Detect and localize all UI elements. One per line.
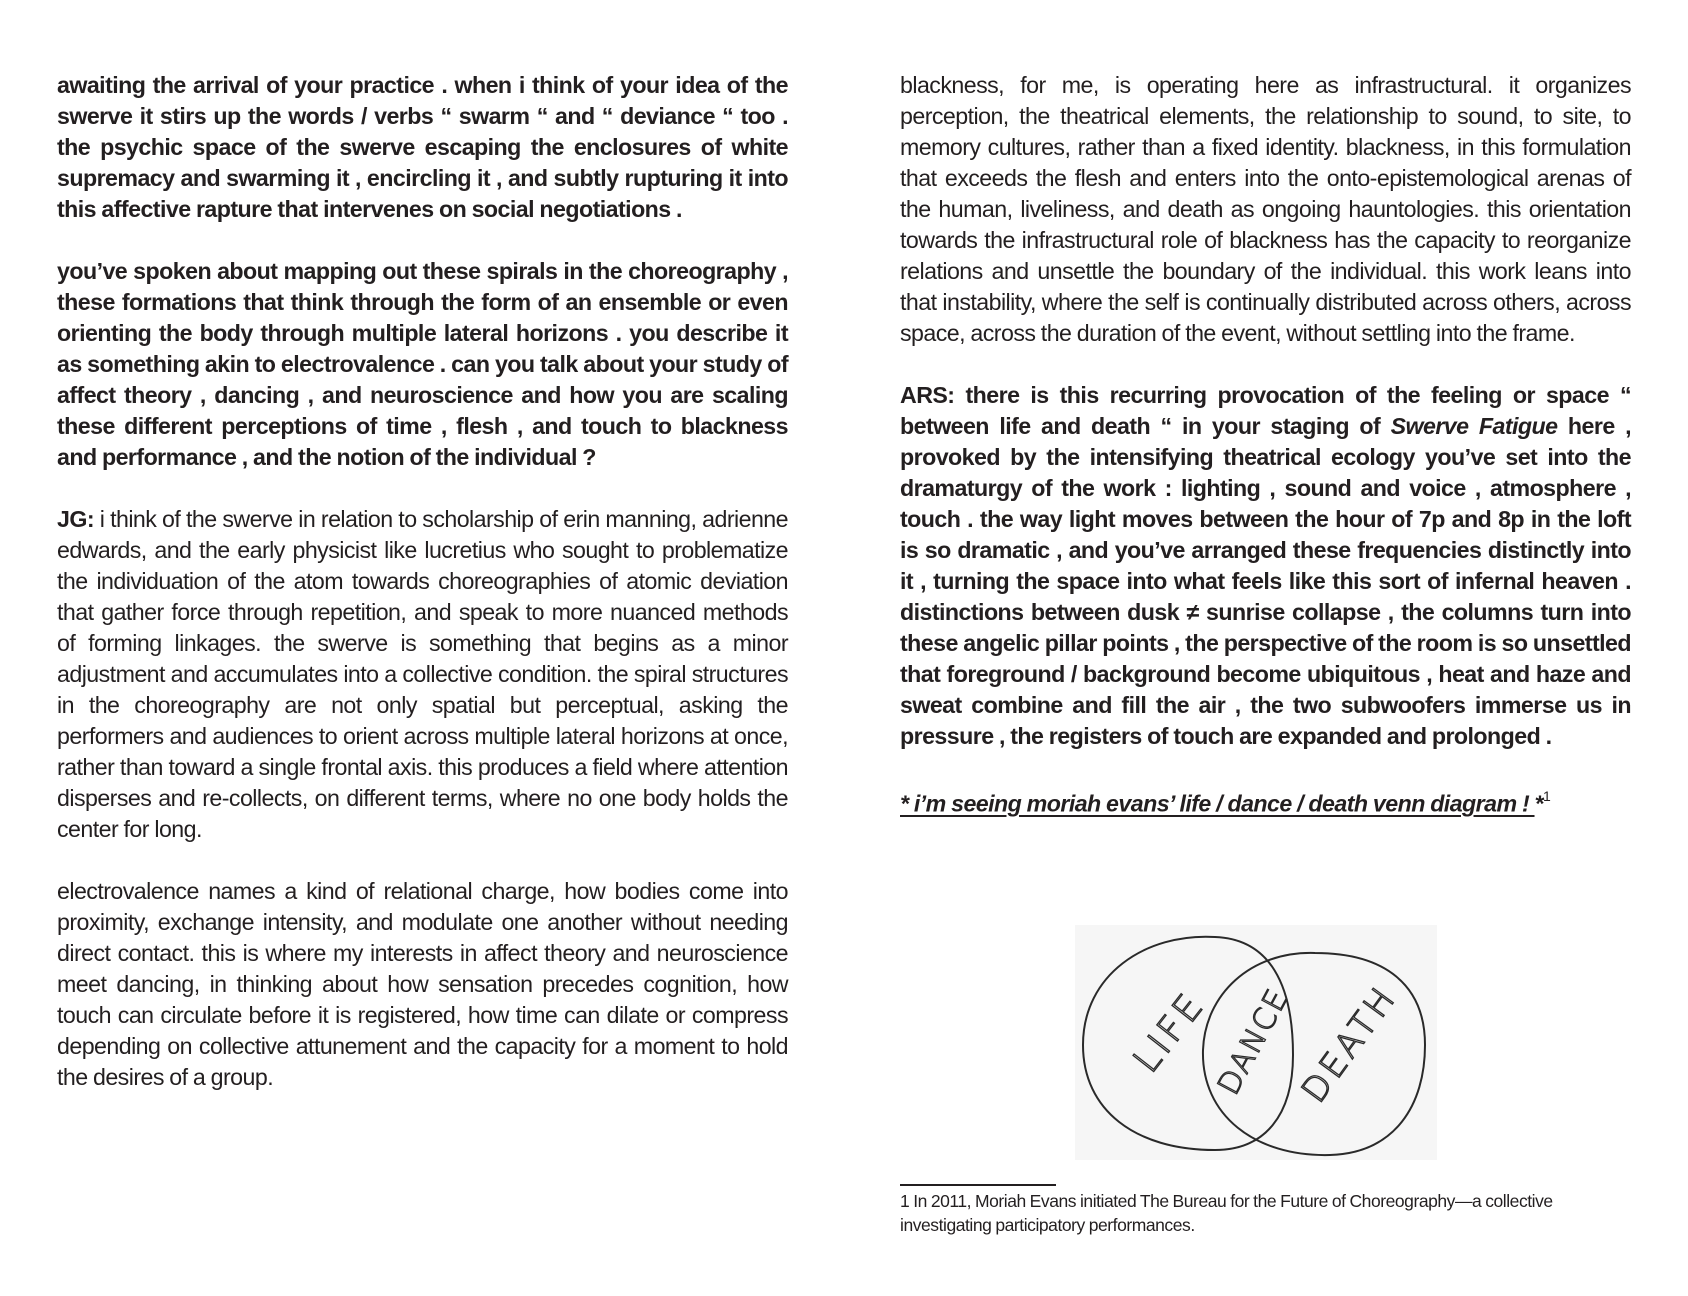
footnote-ref[interactable]: 1 xyxy=(1543,788,1551,804)
venn-label-dance: DANCE xyxy=(1211,982,1297,1101)
left-column xyxy=(57,70,788,1124)
speaker-label-ars: ARS: xyxy=(900,382,955,408)
question-text-before-title: there is this recurring provocation of the feeling or space “ between life and death “ in your staging of xyxy=(900,382,1631,439)
venn-diagram-image xyxy=(1075,925,1437,1160)
question-paragraph-ars xyxy=(900,380,1631,752)
footnote-number: 1 xyxy=(900,1191,910,1211)
work-title: Swerve Fatigue xyxy=(1390,413,1558,439)
question-paragraph-spirals: you’ve spoken about mapping out these spirals in the choreography , these formations that think through the form of an ensemble or even orienting the body through multiple lateral horizons . you describe it as something akin to electrovalence . can you talk about your study of affect theory , dancing , and neuroscience and how you are scaling these different perceptions of time , flesh , and touch to blackness and performance , and the notion of the individual ? xyxy=(57,258,788,470)
right-column xyxy=(900,70,1631,838)
footnote-divider xyxy=(900,1184,1056,1186)
aside-text: * i’m seeing moriah evans’ life / dance / death venn diagram ! xyxy=(900,790,1535,817)
venn-diagram-drawing xyxy=(1075,925,1437,1160)
footnote xyxy=(900,1189,1635,1237)
venn-label-death: DEATH xyxy=(1293,977,1406,1111)
answer-paragraph-blackness: blackness, for me, is operating here as infrastructural. it organizes perception, the theatrical elements, the relationship to sound, to site, to memory cultures, rather than a fixed identity. blackness, in this formulation that exceeds the flesh and enters into the onto-epistemological arenas of the human, liveliness, and death as ongoing hauntologies. this orientation towards the infrastructural role of blackness has the capacity to reorganize relations and unsettle the boundary of the individual. this work leans into that instability, where the self is continually distributed across others, across space, across the duration of the event, without settling into the frame. xyxy=(900,72,1631,346)
venn-label-life: LIFE xyxy=(1125,984,1214,1081)
question-paragraph-swerve: awaiting the arrival of your practice . when i think of your idea of the swerve it stirs up the words / verbs “ swarm “ and “ deviance “ too . the psychic space of the swerve escaping the enclosures of white supremacy and swarming it , encircling it , and subtly rupturing it into this affective rapture that intervenes on social negotiations . xyxy=(57,72,788,222)
answer-paragraph-jg xyxy=(57,504,788,845)
venn-aside-note xyxy=(900,783,1631,820)
aside-marker: * xyxy=(1534,790,1543,817)
speaker-label-jg: JG: xyxy=(57,506,95,532)
question-text-after-title: here , provoked by the intensifying theatrical ecology you’ve set into the dramaturgy of the work : lighting , sound and voice , atmosphere , touch . the way light moves between the hour of 7p and 8p in the loft is so dramatic , and you’ve arranged these frequencies distinctly into it , turning the space into what feels like this sort of infernal heaven . distinctions between dusk ≠ sunrise collapse , the columns turn into these angelic pillar points , the perspective of the room is so unsettled that foreground / background become ubiquitous , heat and haze and sweat combine and fill the air , the two subwoofers immerse us in pressure , the registers of touch are expanded and prolonged . xyxy=(900,413,1631,749)
answer-text-swerve: i think of the swerve in relation to scholarship of erin manning, adrienne edwards, and the early physicist like lucretius who sought to problematize the individuation of the atom towards choreographies of atomic deviation that gather force through repetition, and speak to more nuanced methods of forming linkages. the swerve is something that begins as a minor adjustment and accumulates into a collective condition. the spiral structures in the choreography are not only spatial but perceptual, asking the performers and audiences to orient across multiple lateral horizons at once, rather than toward a single frontal axis. this produces a field where attention disperses and re-collects, on different terms, where no one body holds the center for long. xyxy=(57,506,788,842)
footnote-text: In 2011, Moriah Evans initiated The Bureau for the Future of Choreography—a collective investigating participatory performances. xyxy=(900,1191,1553,1235)
answer-paragraph-electrovalence: electrovalence names a kind of relational charge, how bodies come into proximity, exchange intensity, and modulate one another without needing direct contact. this is where my interests in affect theory and neuroscience meet dancing, in thinking about how sensation precedes cognition, how touch can circulate before it is registered, how time can dilate or compress depending on collective attunement and the capacity for a moment to hold the desires of a group. xyxy=(57,878,788,1090)
